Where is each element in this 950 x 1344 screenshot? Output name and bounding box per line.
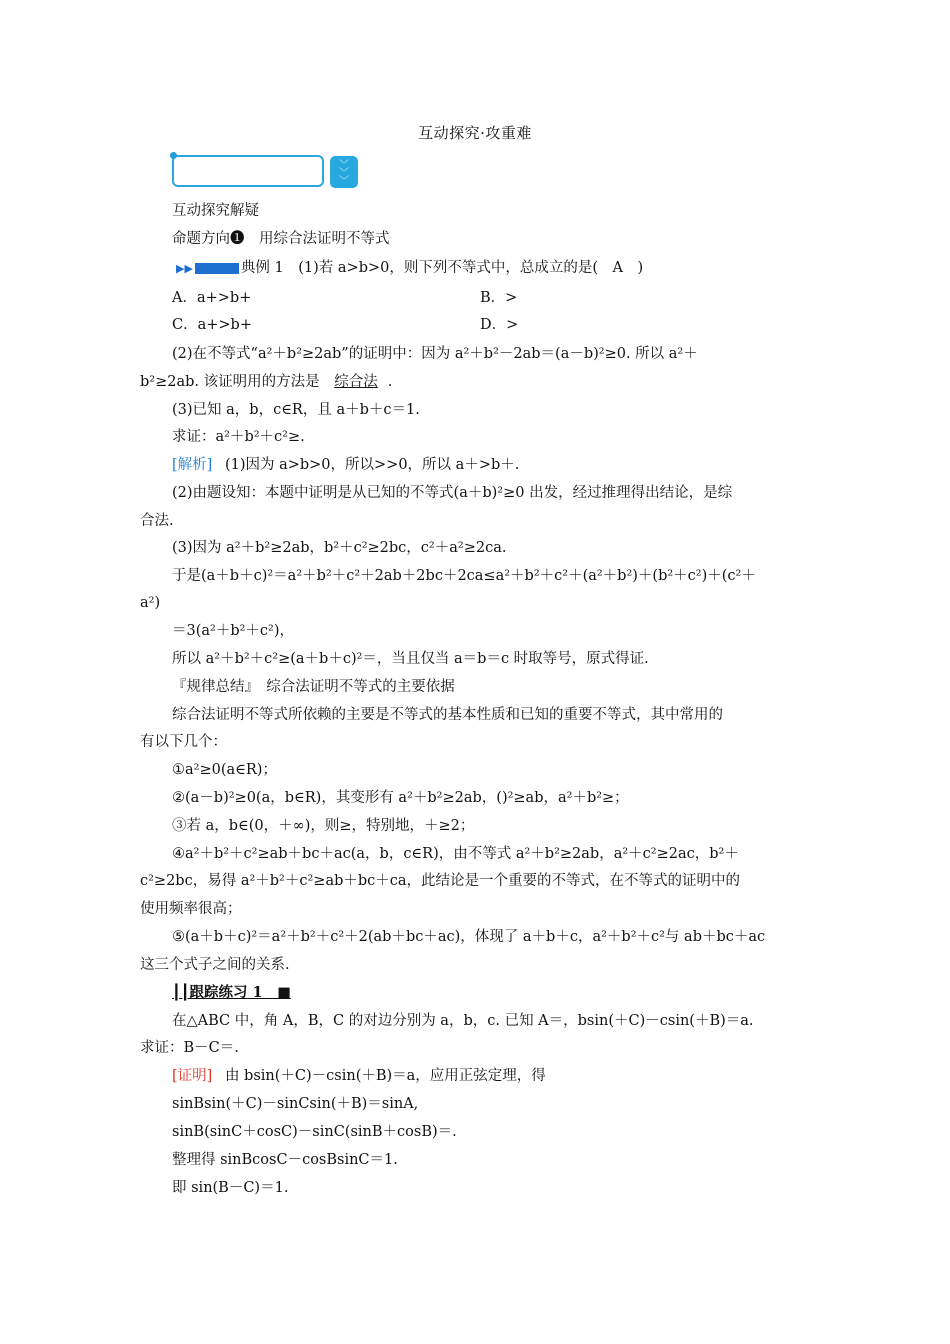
proof-line-3: sinB(sinC＋cosC)－sinC(sinB＋cosB)＝. (172, 1124, 457, 1140)
summary-item-2: ②(a－b)²≥0(a，b∈R)，其变形有 a²＋b²≥2ab，()²≥ab，a²＋b²≥； (172, 790, 629, 806)
section-heading: 互动探究解疑 (172, 203, 259, 219)
solution-step-2a: (2)由题设知：本题中证明是从已知的不等式(a＋b)²≥0 出发，经过推理得出结论，是综 (172, 485, 733, 501)
summary-para-1b: 有以下几个： (140, 734, 227, 750)
solution-step-4a: 于是(a＋b＋c)²＝a²＋b²＋c²＋2ab＋2bc＋2ca≤a²＋b²＋c²＋(a²＋b²)＋(b²＋c²)＋(c²＋ (172, 568, 756, 584)
solution-step-4b: a²) (140, 595, 161, 611)
proof-line-4: 整理得 sinBcosC－cosBsinC＝1. (172, 1152, 398, 1168)
proof-tag: [证明] (172, 1068, 213, 1084)
summary-item-4b: c²≥2bc，易得 a²＋b²＋c²≥ab＋bc＋ca，此结论是一个重要的不等式，在不等式的证明中的 (140, 873, 741, 889)
option-c: C．a+>b+ (172, 317, 252, 333)
proof-text-1: 由 bsin(＋C)－csin(＋B)＝a，应用正弦定理，得 (224, 1068, 546, 1084)
summary-heading: 『规律总结』 综合法证明不等式的主要依据 (172, 679, 455, 695)
question-2-line-1: (2)在不等式“a²＋b²≥2ab”的证明中：因为 a²＋b²－2ab＝(a－b)²≥0. 所以 a²＋ (172, 346, 698, 362)
summary-item-4a: ④a²＋b²＋c²≥ab＋bc＋ac(a，b，c∈R)，由不等式 a²＋b²≥2ab，a²＋c²≥2ac，b²＋ (172, 846, 739, 862)
solution-step-6: 所以 a²＋b²＋c²≥(a＋b＋c)²＝，当且仅当 a＝b＝c 时取等号，原式得证. (172, 651, 649, 667)
practice-problem-1: 在△ABC 中，角 A，B，C 的对边分别为 a，b，c. 已知 A＝，bsin(＋C)－csin(＋B)＝a. (172, 1013, 754, 1029)
solution-step-5: ＝3(a²＋b²＋c²)， (172, 623, 295, 639)
banner-frame (172, 155, 324, 187)
banner-dot (170, 152, 177, 159)
question-3-line-1: (3)已知 a，b，c∈R，且 a＋b＋c＝1. (172, 402, 420, 418)
solution-text-1: (1)因为 a>b>0，所以>>0，所以 a＋>b＋. (224, 457, 520, 473)
question-2-text: b²≥2ab. 该证明用的方法是 (140, 374, 320, 390)
summary-item-5b: 这三个式子之间的关系. (140, 957, 290, 973)
question-2-end: . (387, 374, 393, 390)
summary-item-3: ③若 a，b∈(0，＋∞)，则≥，特别地，＋≥2； (172, 818, 475, 834)
practice-title: ┃┃跟踪练习 1 ■ (172, 984, 291, 1001)
fast-forward-icon: ▶▶ (176, 262, 193, 275)
page-title: 互动探究·攻重难 (418, 124, 532, 142)
option-d: D．> (480, 317, 519, 333)
practice-heading (172, 983, 291, 1003)
solution-step-3: (3)因为 a²＋b²≥2ab，b²＋c²≥2bc，c²＋a²≥2ca. (172, 540, 507, 556)
topic-heading: 命题方向❶ 用综合法证明不等式 (172, 231, 390, 247)
example-heading (176, 258, 643, 279)
practice-problem-2: 求证：B－C＝. (140, 1040, 239, 1056)
summary-item-5a: ⑤(a＋b＋c)²＝a²＋b²＋c²＋2(ab＋bc＋ac)，体现了 a＋b＋c，a²＋b²＋c²与 ab＋bc＋ac (172, 929, 766, 945)
option-b: B．> (480, 290, 518, 306)
analysis-tag: [解析] (172, 457, 213, 473)
answer-blank: 综合法 (334, 374, 378, 390)
solution-step-1 (172, 455, 519, 475)
solution-step-2b: 合法. (140, 513, 174, 529)
summary-item-1: ①a²≥0(a∈R)； (172, 762, 277, 778)
option-a: A．a+>b+ (172, 290, 252, 306)
example-tag (195, 263, 239, 274)
example-label: 典例 1 (1)若 a>b>0，则下列不等式中，总成立的是( A ) (240, 260, 644, 276)
chevron-down-icon: ﹀ ﹀ ﹀ (330, 156, 358, 188)
summary-para-1a: 综合法证明不等式所依赖的主要是不等式的基本性质和已知的重要不等式，其中常用的 (172, 707, 723, 723)
proof-line-5: 即 sin(B－C)＝1. (172, 1180, 289, 1196)
question-2-line-2 (140, 372, 392, 392)
summary-item-4c: 使用频率很高； (140, 901, 242, 917)
question-3-line-2: 求证：a²＋b²＋c²≥. (172, 429, 305, 445)
proof-line-1 (172, 1066, 546, 1086)
proof-line-2: sinBsin(＋C)－sinCsin(＋B)＝sinA, (172, 1096, 419, 1112)
